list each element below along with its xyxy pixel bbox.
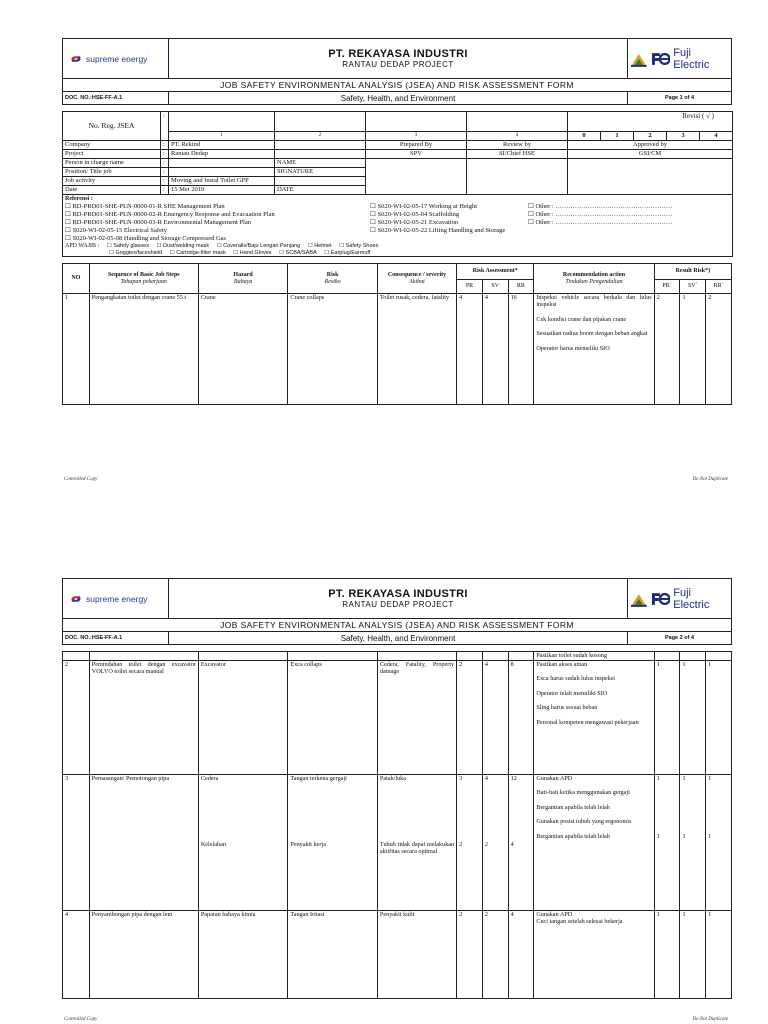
footer-do-not-duplicate: Do Not Duplicate [692, 477, 728, 482]
supreme-energy-text: supreme energy [86, 53, 148, 64]
row-rr: 16 [508, 294, 534, 405]
references [63, 195, 733, 257]
row-rpr: 2 [654, 294, 680, 405]
row-recommendation: Gunakan APD Cuci tangan setelah selesai bekerja [534, 911, 654, 999]
approved-by-label: Approved by [568, 141, 733, 150]
rev-3: 3 [667, 132, 700, 141]
row-sv: 2 [482, 911, 508, 999]
row-rr: 12 4 [508, 775, 534, 911]
footer-controlled-copy: Controlled Copy [64, 477, 98, 482]
rekind-mark-icon [630, 591, 648, 607]
row-consequence: Toilet rusak, cedera, fatality [377, 294, 456, 405]
activity-label: Job activity [63, 177, 161, 186]
row-no: 2 [63, 661, 90, 775]
blank [508, 652, 534, 661]
row-risk: Crane collaps [288, 294, 378, 405]
col-sequence: Sequence of Basic Job Steps Tahapan pekerjaan [89, 264, 198, 294]
reg-label: No. Reg. JSEA [63, 112, 161, 141]
risk-table-page-2 [62, 651, 732, 999]
supreme-energy-text: supreme energy [86, 593, 148, 604]
col-num-4: 4 [467, 132, 568, 141]
row-risk: Tangan terkena gergaji Penyakit kerja [288, 775, 378, 911]
department: Safety, Health, and Environment [169, 92, 628, 105]
colon: : [161, 177, 169, 186]
blank [198, 652, 288, 661]
row-step: Penyambungan pipa dengan lem [89, 911, 198, 999]
project-name: RANTAU DEDAP PROJECT [342, 60, 454, 69]
blank [275, 141, 366, 150]
jsea-page-2 [62, 578, 732, 999]
col-recommendation: Recommendation action Tindakan Pengendalian [534, 264, 654, 294]
colon: : [161, 141, 169, 150]
info-table [62, 111, 733, 257]
company-title [169, 39, 628, 79]
blank [275, 150, 366, 159]
row-rsv: 1 [680, 294, 706, 405]
supreme-energy-logo [63, 579, 169, 619]
row-rsv: 1 [680, 661, 706, 775]
row-rpr: 1 [654, 911, 680, 999]
company-title [169, 579, 628, 619]
company-value: PT. Rekind [169, 141, 275, 150]
ref-item: ☐ S020-WI-02-05-17 Working at Height [370, 203, 477, 210]
supreme-energy-mark-icon [69, 592, 83, 606]
apd-item: ☐ Safety glasses [106, 243, 149, 249]
date-sig-label: DATE [275, 186, 366, 195]
row-no: 4 [63, 911, 90, 999]
date-label: Date [63, 186, 161, 195]
col-rsv: SV` [680, 280, 706, 294]
apd-item: ☐ Coveralls/Baju Lengan Panjang [216, 243, 301, 249]
blank [706, 652, 732, 661]
colon: : [161, 150, 169, 159]
project-label: Project [63, 150, 161, 159]
rekind-mark-icon [630, 51, 648, 67]
prepared-by-label: Prepared By [366, 141, 467, 150]
col-consequence: Consequence / severity Akibat [377, 264, 456, 294]
col-hazard: Hazard Bahaya [198, 264, 288, 294]
colon: : [161, 186, 169, 195]
risk-table-page-1 [62, 263, 732, 405]
rev-4: 4 [700, 132, 733, 141]
row-rr: 8 [508, 661, 534, 775]
person-label: Person in charge name [63, 159, 161, 168]
col-risk: Risk Resiko [288, 264, 378, 294]
row-rsv: 1 1 [680, 775, 706, 911]
row-rrr: 1 [706, 911, 732, 999]
col-pr: PR [457, 280, 483, 294]
doc-number: DOC. NO.:HSE-FF-A.1 [63, 632, 169, 645]
row-sv: 4 2 [482, 775, 508, 911]
prepared-role: SPV [366, 150, 467, 159]
approved-role: GSI/CM [568, 150, 733, 159]
row-hazard: Paparan bahaya kimia [198, 911, 288, 999]
blank [482, 652, 508, 661]
approved-signature [568, 159, 733, 195]
reg-cell-4 [467, 112, 568, 132]
row-risk: Exca collaps [288, 661, 378, 775]
apd-item: ☐ Dust/welding mask [156, 243, 210, 249]
colon: : [161, 168, 169, 177]
row-rpr: 1 [654, 661, 680, 775]
project-name: RANTAU DEDAP PROJECT [342, 600, 454, 609]
row-sv: 4 [482, 294, 508, 405]
col-rpr: PR` [654, 280, 680, 294]
col-num-1: 1 [169, 132, 275, 141]
page-number: Page 1 of 4 [628, 92, 732, 105]
row-rrr: 1 [706, 661, 732, 775]
company-name: PT. REKAYASA INDUSTRI [328, 588, 468, 600]
apd-item: ☐ Earplug/Earmuff [324, 249, 371, 256]
apd-item: ☐ Helmet [307, 243, 332, 249]
row-pr: 2 [457, 661, 483, 775]
row-rrr: 2 [706, 294, 732, 405]
blank [680, 652, 706, 661]
row-consequence: Cedera, Fatality, Property damage [377, 661, 456, 775]
col-no: NO [63, 264, 90, 294]
apd-item: ☐ Hand Gloves [233, 249, 272, 256]
project-value: Rantau Dedap [169, 150, 275, 159]
ref-item: ☐ RD-PRD01-SHE-PLN-0000-03-R Environmental Management Plan [65, 219, 251, 226]
form-title: JOB SAFETY ENVIRONMENTAL ANALYSIS (JSEA) AND RISK ASSESSMENT FORM [63, 619, 732, 632]
ref-item: ☐ S020-WI-02-05-04 Scaffolding [370, 211, 460, 218]
references-title: Referensi : [65, 196, 93, 202]
table-row [63, 775, 732, 911]
reg-cell-3 [366, 112, 467, 132]
activity-value: Moving and Instal Toilet GPP [169, 177, 275, 186]
row-pr: 4 [457, 294, 483, 405]
fuji-fe-mark-icon [651, 52, 671, 66]
blank [288, 652, 378, 661]
ref-other: ☐ Other : ……………………………………………… [528, 211, 673, 218]
footer-controlled-copy: Controlled Copy [64, 1017, 98, 1022]
apd-item: ☐ Goggles/faceshield [109, 249, 163, 256]
row-risk: Tangan Iritasi [288, 911, 378, 999]
revisi-label: Revisi ( √ ) [568, 112, 733, 132]
apd-item: ☐ Safety Shoes [339, 243, 379, 249]
fuji-electric-text: Fuji Electric [673, 586, 710, 611]
doc-number: DOC. NO.:HSE-FF-A.1 [63, 92, 169, 105]
review-signature [467, 159, 568, 195]
jsea-page-1 [62, 38, 732, 405]
fuji-electric-logo [628, 579, 732, 619]
row-sv: 4 [482, 661, 508, 775]
blank [654, 652, 680, 661]
row-recommendation: Inspeksi vehicle secara berkala dan lulus inspeksi Cek kondisi crane dan pijakan crane Sesuaikan radius boom dengan beban angkat Operator harus memeliki SIO [534, 294, 654, 405]
ref-item: ☐ S020-WI-02-05-21 Excavation [370, 219, 459, 226]
ref-other: ☐ Other : ……………………………………………… [528, 219, 673, 226]
department: Safety, Health, and Environment [169, 632, 628, 645]
supreme-energy-logo [63, 39, 169, 79]
position-label: Position/ Title job [63, 168, 161, 177]
ref-item: ☐ RD-PRD01-SHE-PLN-0000-01-R SHE Management Plan [65, 203, 225, 210]
row-consequence: Patah/luka Tubuh tidak dapat melakukan aktifitas secara optimal [377, 775, 456, 911]
row-step: Pengangkatan toilet dengan crane 55 t [89, 294, 198, 405]
carry-over-text: Pastikan toilet sudah kosong [534, 652, 654, 661]
row-pr: 2 [457, 911, 483, 999]
date-value: 15 Mei 2019 [169, 186, 275, 195]
reg-cell-1 [169, 112, 275, 132]
col-num-2: 2 [275, 132, 366, 141]
company-label: Company [63, 141, 161, 150]
col-sv: SV [482, 280, 508, 294]
row-no: 1 [63, 294, 90, 405]
supreme-energy-mark-icon [69, 52, 83, 66]
table-row [63, 294, 732, 405]
apd-item: ☐ SCBA/SABA [279, 249, 317, 256]
table-row [63, 661, 732, 775]
ref-item: ☐ S020-WI-02-05-22 Lifting Handling and Storage [370, 227, 506, 234]
table-row [63, 911, 732, 999]
rev-0: 0 [568, 132, 601, 141]
row-rsv: 1 [680, 911, 706, 999]
form-header [62, 38, 732, 105]
row-hazard: Cedera Kelelahan [198, 775, 288, 911]
col-num-3: 3 [366, 132, 467, 141]
blank [275, 177, 366, 186]
blank [169, 168, 275, 177]
prepared-signature [366, 159, 467, 195]
rev-2: 2 [634, 132, 667, 141]
apd-item: ☐ Cartridge-filter mask [169, 249, 226, 256]
colon: : [161, 159, 169, 168]
company-name: PT. REKAYASA INDUSTRI [328, 48, 468, 60]
row-no: 3 [63, 775, 90, 911]
col-result: Result Risk*) [654, 264, 731, 280]
review-role: SI/Chief HSE [467, 150, 568, 159]
row-hazard: Excavator [198, 661, 288, 775]
page-number: Page 2 of 4 [628, 632, 732, 645]
row-pr: 3 2 [457, 775, 483, 911]
ref-item: ☐ RD-PRD01-SHE-PLN-0000-02-R Emergency Response and Evacuation Plan [65, 211, 275, 218]
reg-cell-2 [275, 112, 366, 132]
name-label: NAME [275, 159, 366, 168]
blank [169, 159, 275, 168]
review-by-label: Review by [467, 141, 568, 150]
footer-do-not-duplicate: Do Not Duplicate [692, 1017, 728, 1022]
row-rpr: 1 1 [654, 775, 680, 911]
row-recommendation: Pastikan akses aman Exca harus sudah lulus inspeksi Operator telah memiliki SIO Sling harus sesuai beban Personal kompeten mengawasi pekerjaan [534, 661, 654, 775]
apd-required-2 [65, 250, 730, 257]
fuji-electric-text: Fuji Electric [673, 46, 710, 71]
colon: : [161, 112, 169, 141]
fuji-electric-logo [628, 39, 732, 79]
fuji-fe-mark-icon [651, 592, 671, 606]
blank [89, 652, 198, 661]
blank [63, 652, 90, 661]
ref-other: ☐ Other : ……………………………………………… [528, 203, 673, 210]
col-assessment: Risk Assessment* [457, 264, 534, 280]
ref-item: ☐ S020-WI-02-05-08 Handling and Storage Compressed Gas [65, 235, 227, 242]
row-recommendation: Gunakan APD Hati-hati ketika menggunakan gergaji Bergantian apabila telah lelah Gunakan posisi tubuh yang ergonomis Bergantian apabila telah lelah [534, 775, 654, 911]
ref-item: ☐ S020-WI-02-05-15 Electrical Safety [65, 227, 168, 234]
row-consequence: Penyakit kulit [377, 911, 456, 999]
apd-label: APD WAJIB : [65, 243, 100, 249]
blank [377, 652, 456, 661]
form-header-2 [62, 578, 732, 645]
col-rrr: RR` [706, 280, 732, 294]
form-title: JOB SAFETY ENVIRONMENTAL ANALYSIS (JSEA) AND RISK ASSESSMENT FORM [63, 79, 732, 92]
row-rr: 4 [508, 911, 534, 999]
row-step: Pemindahan toilet dengan excavator VOLVO toilet secara manual [89, 661, 198, 775]
row-rrr: 1 1 [706, 775, 732, 911]
row-step: Pemasangan/ Pemotongan pipa [89, 775, 198, 911]
signature-label: SIGNATURE [275, 168, 366, 177]
table-row-carry [63, 652, 732, 661]
row-hazard: Crane [198, 294, 288, 405]
rev-1: 1 [601, 132, 634, 141]
col-rr: RR [508, 280, 534, 294]
blank [457, 652, 483, 661]
